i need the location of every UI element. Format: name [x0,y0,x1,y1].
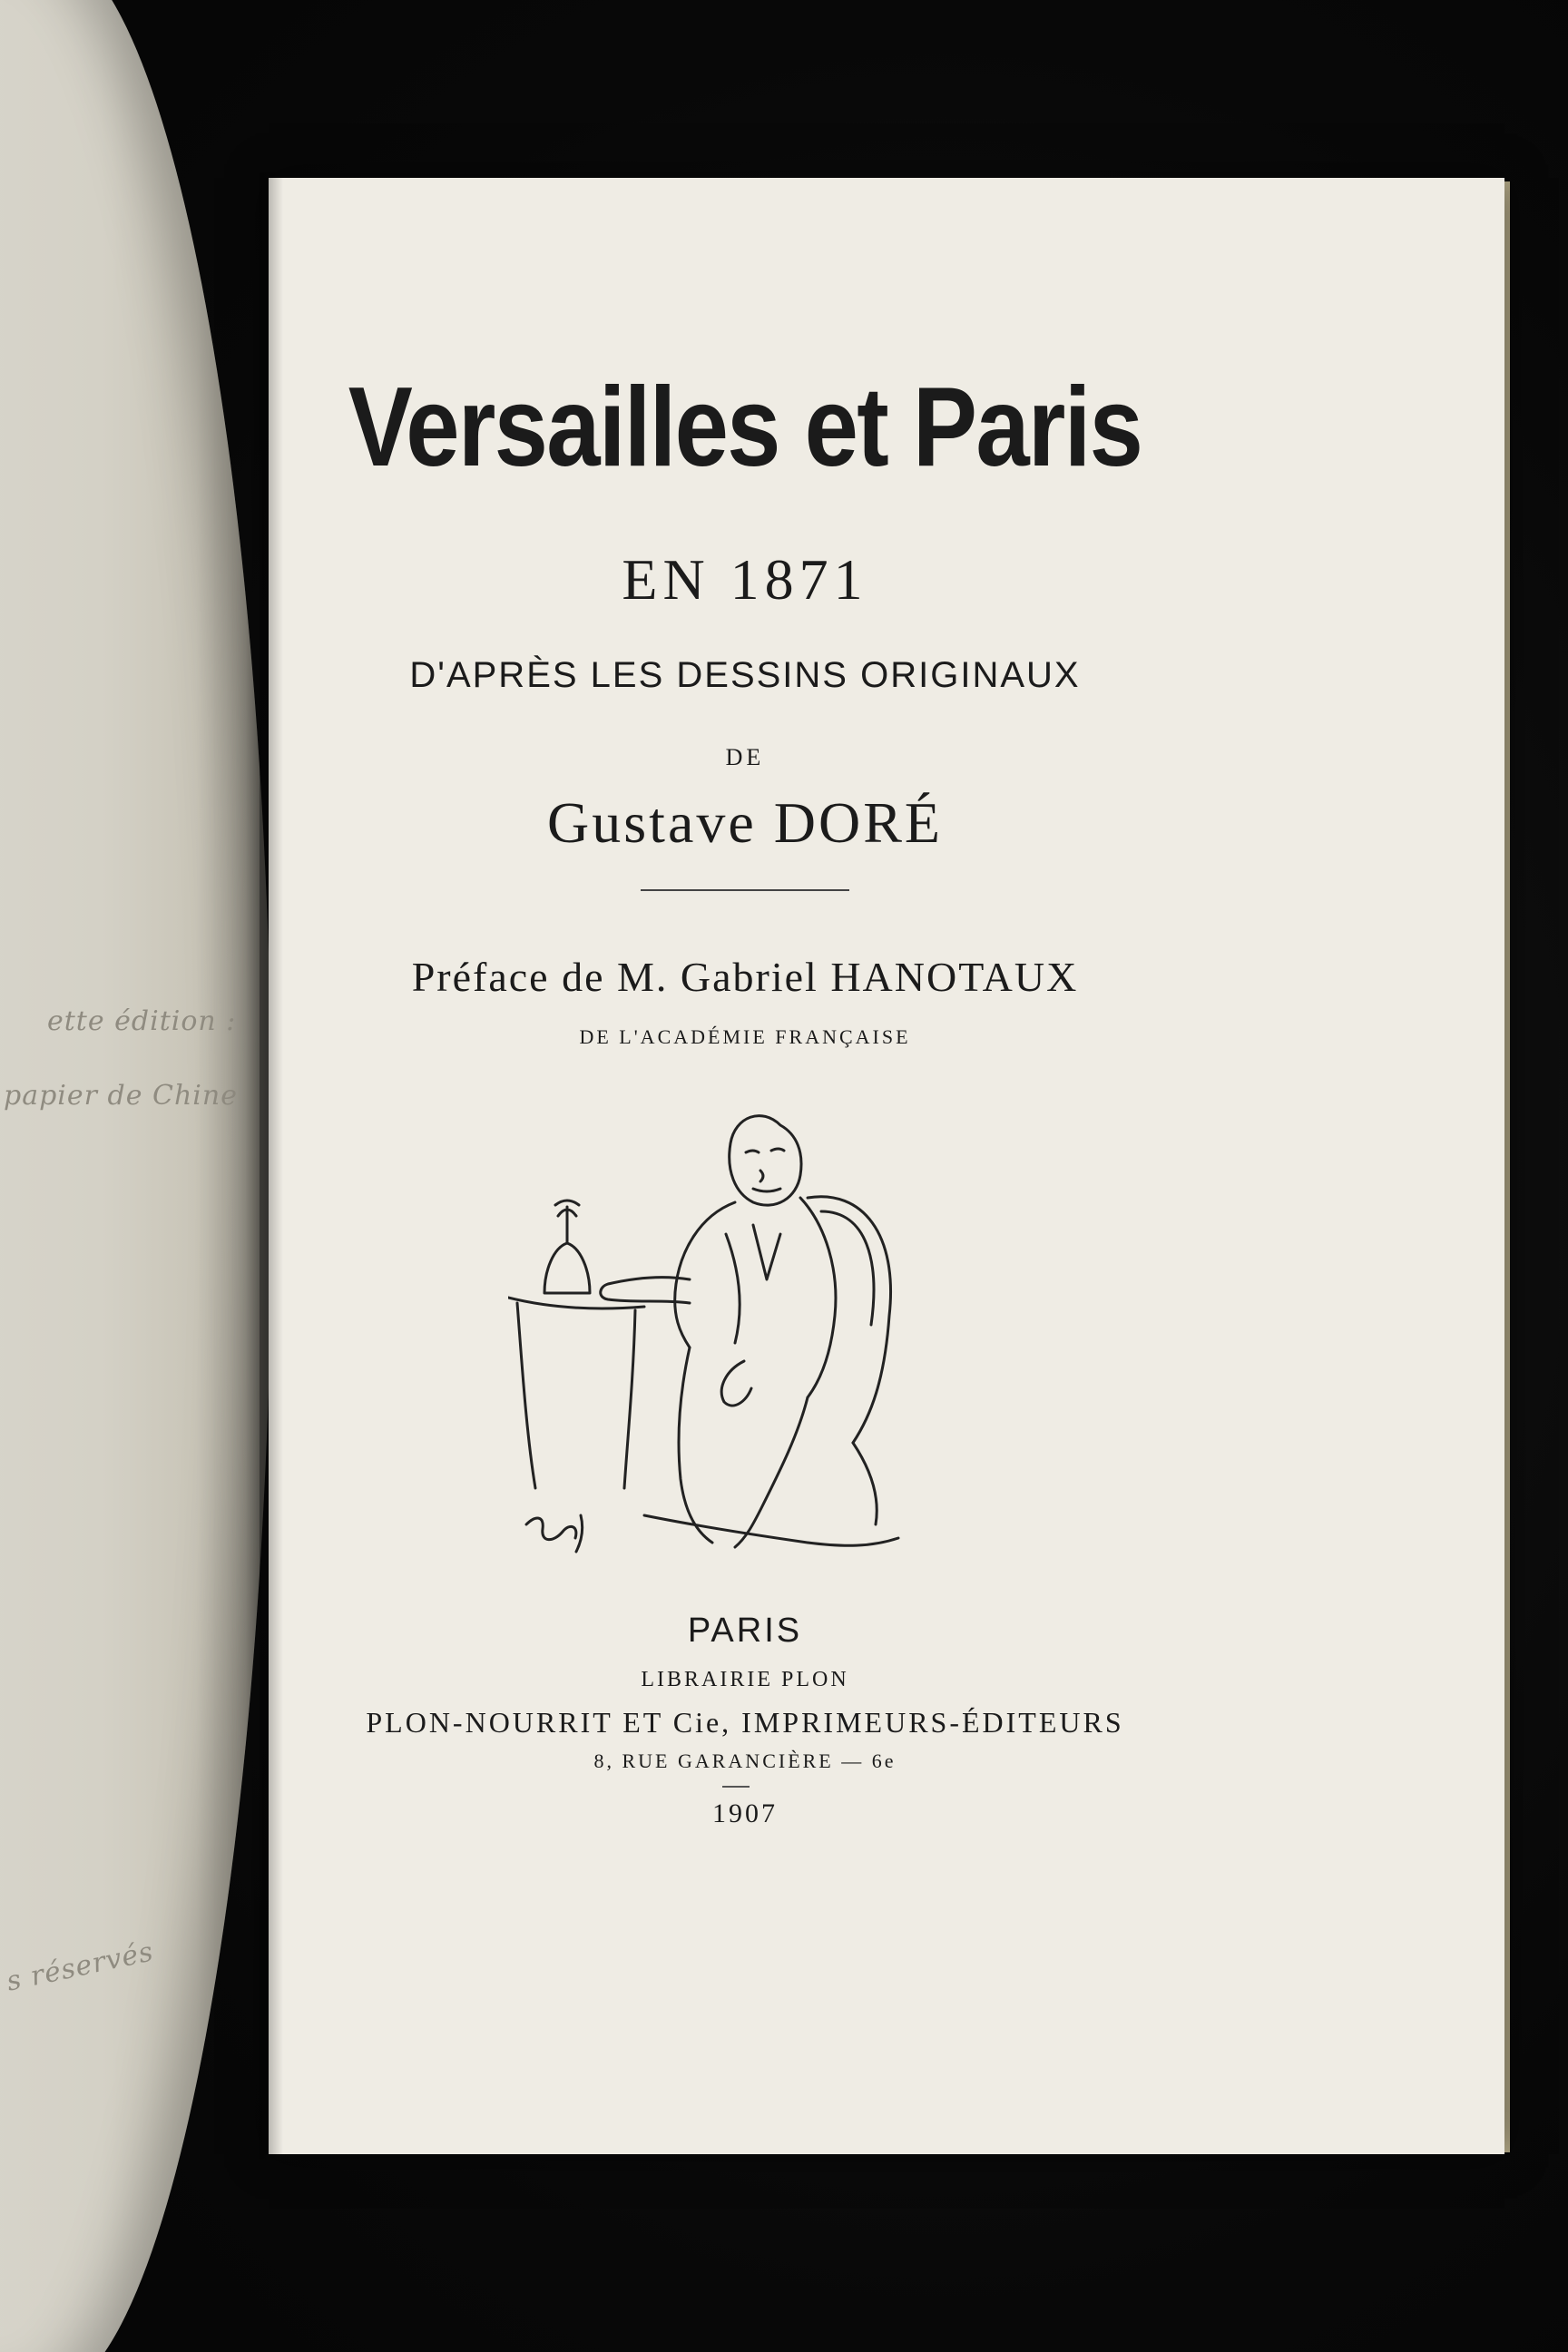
imprint-address: 8, RUE GARANCIÈRE — 6e [593,1749,897,1772]
imprint-city: PARIS [687,1612,803,1650]
preface-line: Préface de M. Gabriel HANOTAUX [411,954,1079,1000]
seated-man-sketch-icon [508,1089,980,1579]
de-line: DE [725,744,765,770]
left-page-text-3: s réservés [4,1936,157,1998]
imprint-year: 1907 [712,1798,778,1828]
left-page [0,0,272,2352]
book-subtitle: EN 1871 [622,547,868,612]
imprint-publisher: PLON-NOURRIT ET Cie, IMPRIMEURS-ÉDITEURS [366,1706,1124,1739]
book-gutter [260,172,283,2160]
left-page-text-2: papier de Chine [4,1080,238,1112]
book-title: Versailles et Paris [348,365,1142,490]
imprint-divider [722,1786,750,1788]
title-divider [641,889,849,891]
author-name: Gustave DORÉ [547,790,943,855]
academy-line: DE L'ACADÉMIE FRANÇAISE [579,1025,911,1048]
left-page-text-1: ette édition : [47,1005,237,1037]
imprint-library: LIBRAIRIE PLON [641,1668,849,1691]
after-drawings-line: D'APRÈS LES DESSINS ORIGINAUX [409,655,1081,695]
